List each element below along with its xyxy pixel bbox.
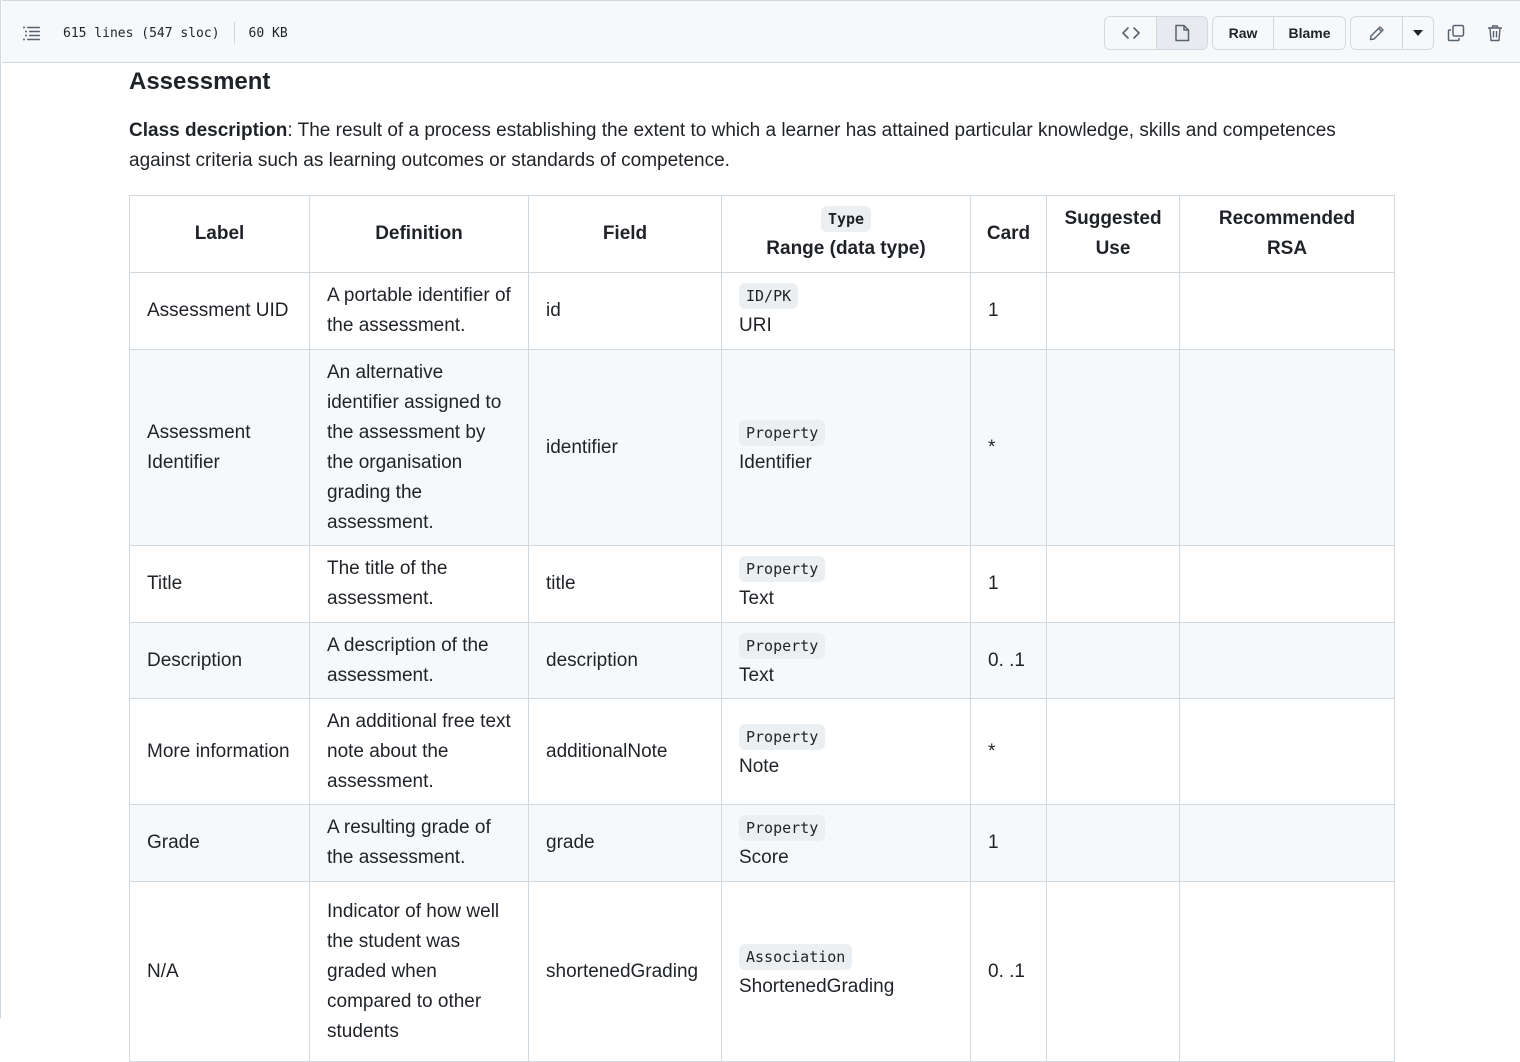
cell-label: More information bbox=[130, 699, 310, 805]
cell-label: Assessment UID bbox=[130, 273, 310, 350]
cell-range bbox=[722, 623, 971, 699]
cell-field: id bbox=[529, 273, 722, 350]
range-text: Text bbox=[739, 588, 774, 609]
cell-recommended-rsa bbox=[1180, 882, 1395, 1062]
class-description bbox=[129, 116, 1394, 176]
table-row bbox=[130, 350, 1395, 546]
type-tag: Association bbox=[739, 944, 852, 970]
cell-range bbox=[722, 546, 971, 623]
cell-recommended-rsa bbox=[1180, 350, 1395, 546]
cell-suggested-use bbox=[1047, 350, 1180, 546]
cell-field: identifier bbox=[529, 350, 722, 546]
header-label: Label bbox=[130, 196, 310, 273]
cell-definition: A description of the assessment. bbox=[310, 623, 529, 699]
table-row bbox=[130, 882, 1395, 1062]
cell-range bbox=[722, 350, 971, 546]
copy-icon bbox=[1447, 24, 1465, 42]
range-text: Text bbox=[739, 664, 774, 686]
cell-card: * bbox=[971, 350, 1047, 546]
trash-icon bbox=[1487, 24, 1503, 42]
type-tag: Property bbox=[739, 420, 825, 446]
header-suggested-use: Suggested Use bbox=[1047, 196, 1180, 273]
cell-recommended-rsa bbox=[1180, 699, 1395, 805]
cell-card: * bbox=[971, 699, 1047, 805]
cell-suggested-use bbox=[1047, 623, 1180, 699]
cell-suggested-use bbox=[1047, 882, 1180, 1062]
view-toggle bbox=[1104, 16, 1208, 50]
edit-group bbox=[1350, 16, 1434, 50]
cell-definition: An additional free text note about the assessment. bbox=[310, 699, 529, 805]
cell-recommended-rsa bbox=[1180, 623, 1395, 699]
cell-card: 1 bbox=[971, 546, 1047, 623]
cell-range bbox=[722, 699, 971, 805]
type-tag: Property bbox=[739, 633, 825, 659]
cell-field: grade bbox=[529, 805, 722, 882]
cell-label: Description bbox=[130, 623, 310, 699]
file-icon bbox=[1174, 24, 1190, 42]
file-toolbar bbox=[2, 0, 1520, 63]
cell-card: 0. .1 bbox=[971, 882, 1047, 1062]
code-view-button[interactable] bbox=[1105, 17, 1156, 49]
cell-definition: An alternative identifier assigned to the assessment by the organisation grading the assessment. bbox=[310, 350, 529, 546]
header-type-tag: Type bbox=[821, 206, 871, 232]
range-text: Identifier bbox=[739, 451, 812, 473]
range-text: Note bbox=[739, 755, 780, 777]
cell-label: Assessment Identifier bbox=[130, 350, 310, 546]
cell-recommended-rsa bbox=[1180, 273, 1395, 350]
table-row bbox=[130, 699, 1395, 805]
cell-card: 0. .1 bbox=[971, 623, 1047, 699]
raw-blame-group bbox=[1212, 16, 1346, 50]
class-description-label: Class description bbox=[129, 120, 288, 141]
header-recommended-rsa: Recommended RSA bbox=[1180, 196, 1395, 273]
blame-button[interactable]: Blame bbox=[1273, 17, 1345, 49]
table-row bbox=[130, 805, 1395, 882]
type-tag: ID/PK bbox=[739, 283, 798, 309]
cell-range bbox=[722, 882, 971, 1062]
cell-recommended-rsa bbox=[1180, 546, 1395, 623]
cell-definition: The title of the assessment. bbox=[310, 546, 529, 623]
cell-suggested-use bbox=[1047, 273, 1180, 350]
table-row bbox=[130, 273, 1395, 350]
cell-field: shortenedGrading bbox=[529, 882, 722, 1062]
cell-recommended-rsa bbox=[1180, 805, 1395, 882]
file-size: 60 KB bbox=[248, 25, 288, 41]
preview-view-button[interactable] bbox=[1156, 17, 1207, 49]
header-field: Field bbox=[529, 196, 722, 273]
table-row bbox=[130, 623, 1395, 699]
cell-card: 1 bbox=[971, 805, 1047, 882]
table-row bbox=[130, 546, 1395, 623]
edit-file-button[interactable] bbox=[1351, 17, 1402, 49]
pencil-icon bbox=[1369, 25, 1385, 41]
section-title: Assessment bbox=[129, 68, 271, 95]
cell-card: 1 bbox=[971, 273, 1047, 350]
raw-button[interactable]: Raw bbox=[1228, 25, 1258, 41]
copy-raw-button[interactable] bbox=[1441, 18, 1471, 48]
cell-range bbox=[722, 805, 971, 882]
symbols-outline-button[interactable] bbox=[15, 18, 49, 48]
lines-count: 615 lines (547 sloc) bbox=[63, 25, 220, 41]
type-tag: Property bbox=[739, 815, 825, 841]
range-text: ShortenedGrading bbox=[739, 975, 895, 997]
cell-definition: A resulting grade of the assessment. bbox=[310, 805, 529, 882]
cell-label: N/A bbox=[130, 882, 310, 1062]
cell-definition: Indicator of how well the student was graded when compared to other students bbox=[310, 882, 529, 1062]
type-tag: Property bbox=[739, 556, 825, 582]
header-card: Card bbox=[971, 196, 1047, 273]
class-description-text: : The result of a process establishing the extent to which a learner has attained particular knowledge, skills and competences against criteria such as learning outcomes or standards of competence. bbox=[129, 120, 1336, 171]
header-range-text: Range (data type) bbox=[766, 238, 926, 259]
range-text: Score bbox=[739, 847, 789, 868]
header-definition: Definition bbox=[310, 196, 529, 273]
cell-label: Grade bbox=[130, 805, 310, 882]
list-icon bbox=[23, 25, 41, 41]
file-meta bbox=[63, 23, 288, 43]
edit-dropdown-button[interactable] bbox=[1402, 17, 1433, 49]
header-range bbox=[722, 196, 971, 273]
cell-suggested-use bbox=[1047, 699, 1180, 805]
meta-divider bbox=[234, 22, 235, 44]
type-tag: Property bbox=[739, 724, 825, 750]
properties-table bbox=[129, 195, 1395, 1062]
cell-definition: A portable identifier of the assessment. bbox=[310, 273, 529, 350]
cell-range bbox=[722, 273, 971, 350]
range-text: URI bbox=[739, 315, 772, 336]
cell-field: description bbox=[529, 623, 722, 699]
cell-label: Title bbox=[130, 546, 310, 623]
delete-file-button[interactable] bbox=[1480, 18, 1510, 48]
cell-field: title bbox=[529, 546, 722, 623]
cell-field: additionalNote bbox=[529, 699, 722, 805]
cell-suggested-use bbox=[1047, 805, 1180, 882]
cell-suggested-use bbox=[1047, 546, 1180, 623]
code-icon bbox=[1122, 26, 1140, 40]
triangle-down-icon bbox=[1413, 30, 1423, 36]
